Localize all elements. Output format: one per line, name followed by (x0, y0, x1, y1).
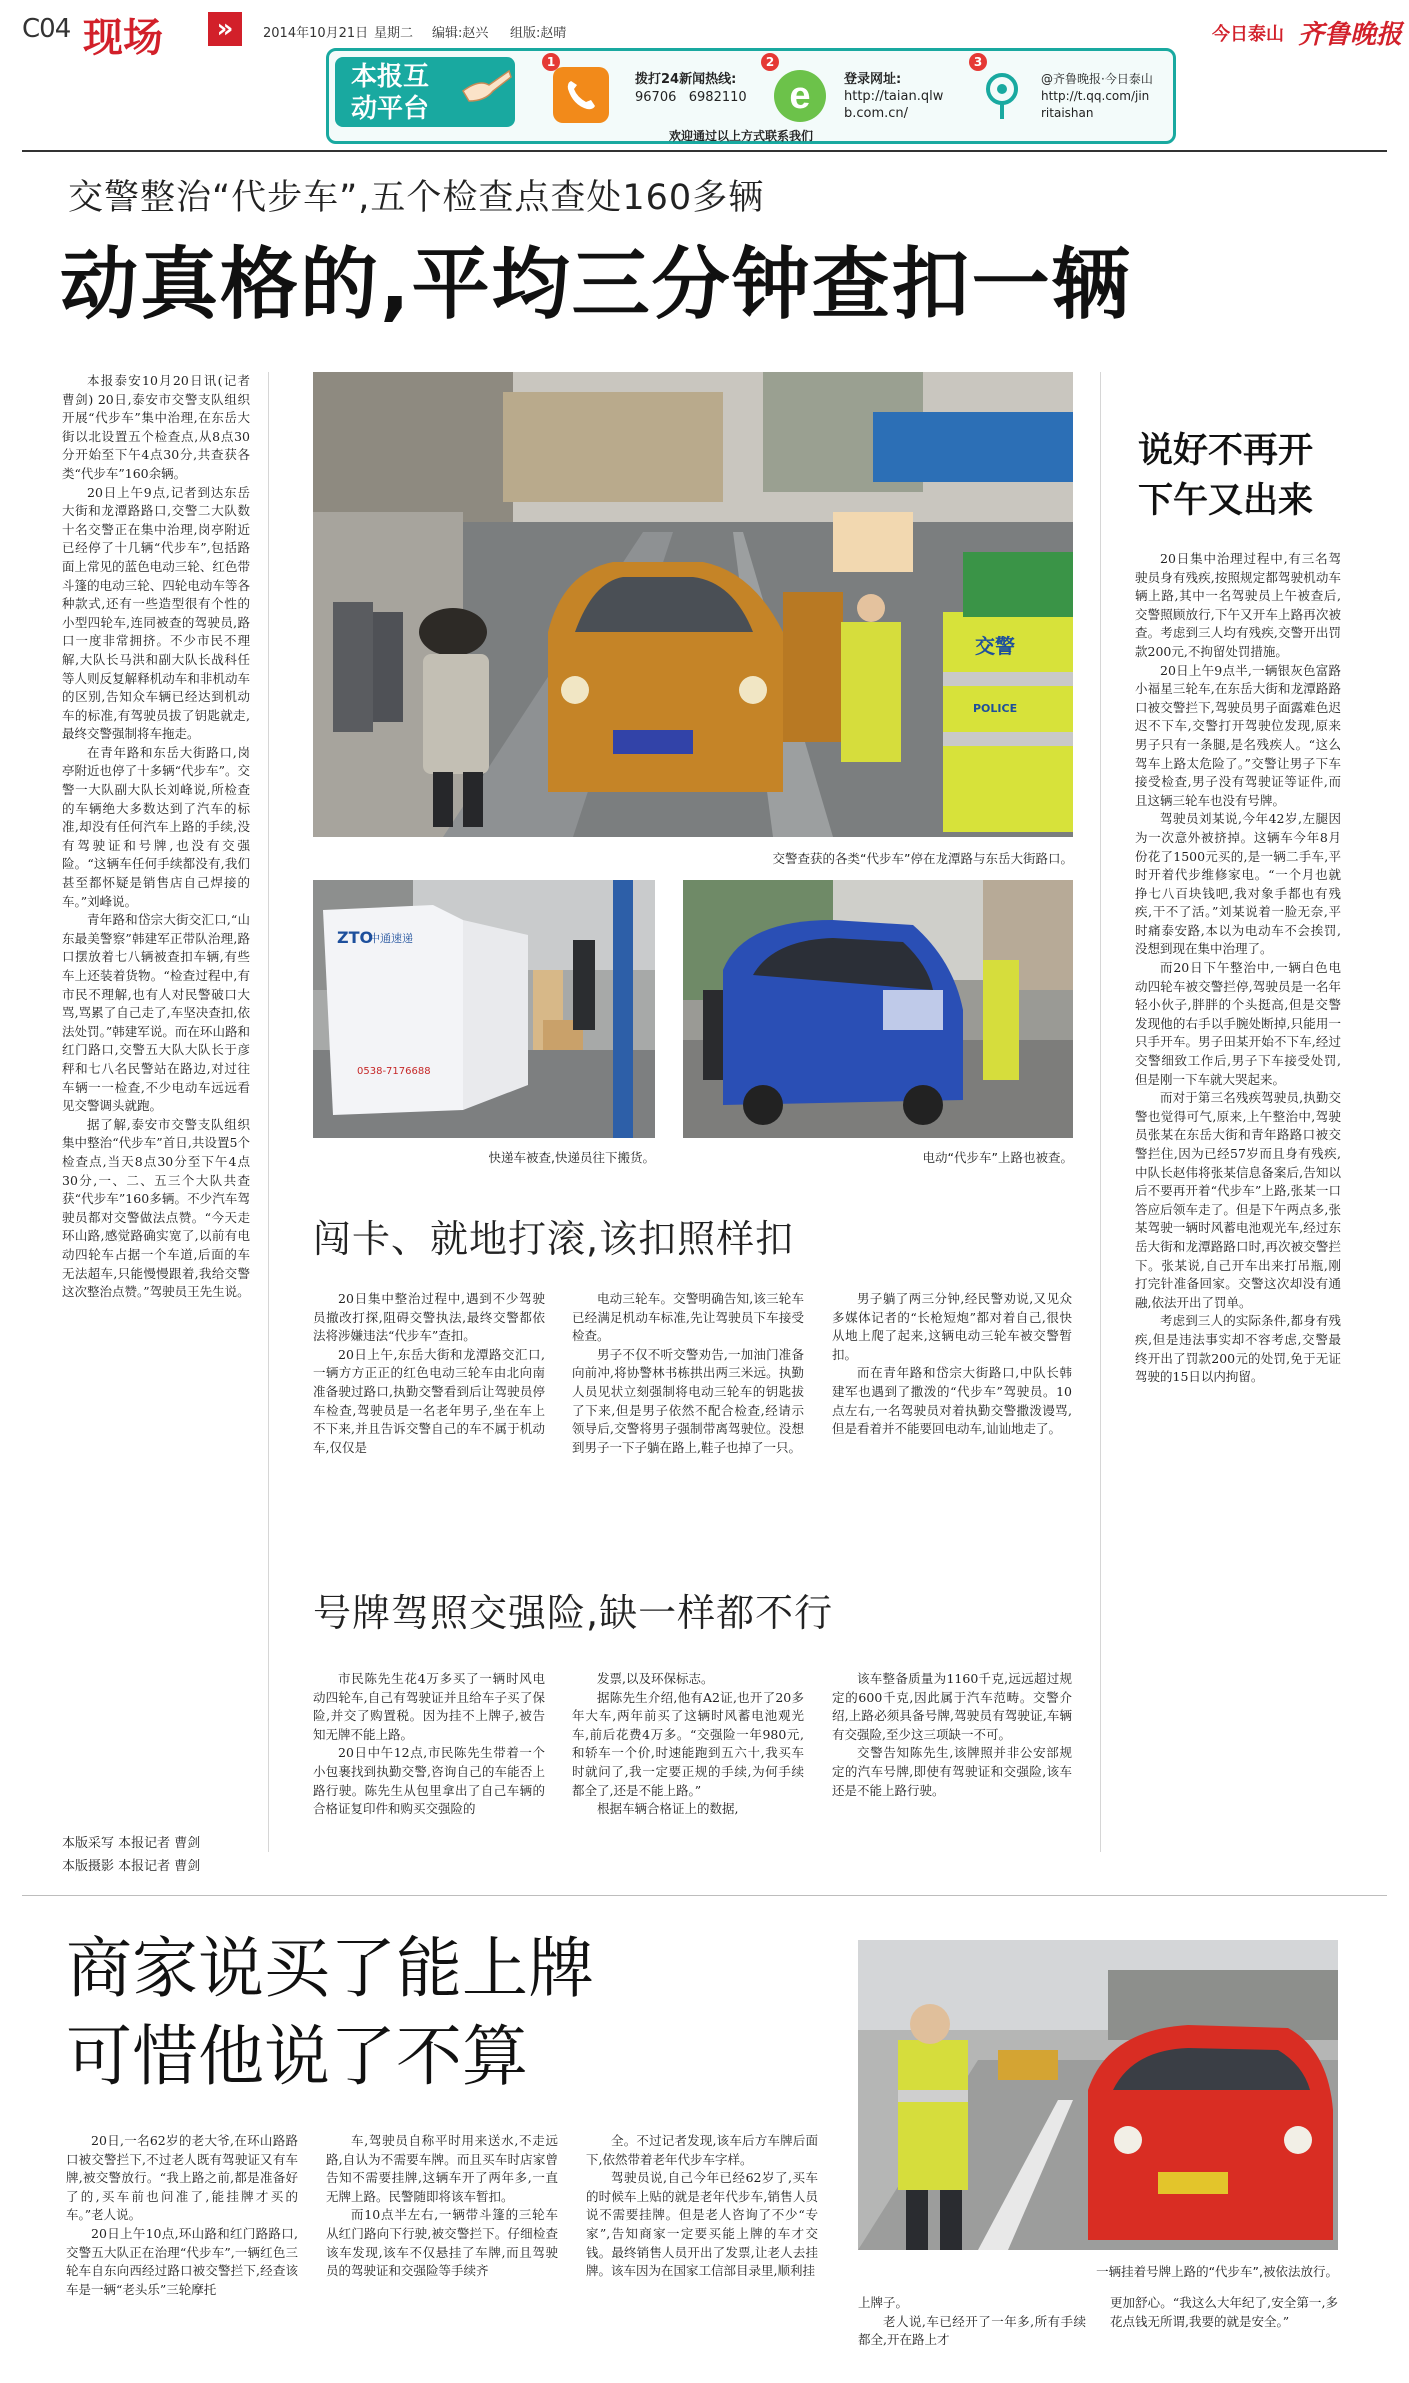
section4-title-line1: 商家说买了能上牌 (66, 1930, 594, 2007)
section4-para: 老人说,车已经开了一年多,所有手续都全,开在路上才 (858, 2313, 1086, 2348)
section2-para: 电动三轮车。交警明确告知,该三轮车已经满足机动车标准,先让驾驶员下车接受检查。 (572, 1291, 804, 1344)
section4-para: 20日,一名62岁的老大爷,在环山路路口被交警拦下,不过老人既有驾驶证又有车牌,被交警放行。“我上路之前,都是准备好了的,买车前也问准了,能挂牌才买的车。”老人说。 (66, 2133, 298, 2223)
section3-para: 20日中午12点,市民陈先生带着一个小包裹找到执勤交警,咨询自己的车能否上路行驶。陈先生从包里拿出了自己车辆的合格证复印件和购买交强险的 (313, 1745, 545, 1817)
phone-number-1: 96706 (635, 90, 677, 105)
zto-logo: ZTO (337, 928, 374, 947)
interaction-title-line1: 本报互 (351, 62, 430, 92)
header-divider (22, 150, 1387, 152)
weibo-url-1: http://t.qq.com/jin (1041, 89, 1150, 103)
section2-para: 20日集中整治过程中,遇到不少驾驶员撤改打探,阻碍交警执法,最终交警都依法将涉嫌违法“代步车”查扣。 (313, 1291, 545, 1344)
layout-editor: 组版:赵晴 (510, 26, 567, 41)
photo-courier (313, 880, 655, 1138)
section2-col2 (572, 1290, 804, 1590)
phone-icon (553, 67, 609, 123)
editor: 编辑:赵兴 (432, 26, 489, 41)
article-headline: 动真格的,平均三分钟查扣一辆 (60, 240, 1132, 330)
phone-label: 拨打24新闻热线: (635, 72, 737, 87)
article-para: 据了解,泰安市交警支队组织集中整治“代步车”首日,共设置5个检查点,当天8点30分至下午4点30分,一、二、五三个大队共查获“代步车”160多辆。不少汽车驾驶员都对交警做法点赞。“今天走环山路,感觉路确实宽了,以前有电动四轮车占据一个车道,后面的车无法超车,只能慢慢跟着,我给交警这次整治点赞。”驾驶员王先生说。 (62, 1116, 250, 1300)
sidebar-para: 而20日下午整治中,一辆白色电动四轮车被交警拦停,驾驶员是一名年轻小伙子,胖胖的个头挺高,但是交警发现他的右手以手腕处断掉,只能用一只手开车。男子田某开始不下车,经过交警细致工作后,男子下车接受处罚,但是刚一下车就大哭起来。 (1135, 960, 1341, 1087)
section3-para: 根据车辆合格证上的数据, (597, 1801, 739, 1817)
caption-courier: 快递车被查,快递员往下搬货。 (488, 1150, 655, 1165)
zto-name: 中通速递 (369, 932, 413, 945)
section3-col2 (572, 1670, 804, 1870)
phone-info (635, 71, 747, 107)
caption-main: 交警查获的各类“代步车”停在龙潭路与东岳大街路口。 (772, 851, 1073, 866)
badge-1: 1 (542, 53, 560, 71)
sidebar-title (1138, 426, 1313, 526)
sidebar-para: 考虑到三人的实际条件,都身有残疾,但是违法事实却不容考虑,交警最终开出了罚款200元的处罚,免于无证驾驶的15日以内拘留。 (1135, 1313, 1341, 1385)
section2-para: 男子不仅不听交警劝告,一加油门准备向前冲,将协警林书栋拱出两三米远。执勤人员见状立刻强制将电动三轮车的钥匙拔了下来,但是男子依然不配合检查,经请示领导后,交警将男子强制带离驾驶位。没想到男子一下子躺在路上,鞋子也掉了一只。 (572, 1346, 804, 1455)
section4-para: 全。不过记者发现,该车后方车牌后面下,依然带着老年代步车字样。 (586, 2133, 818, 2167)
article-para: 在青年路和东岳大街路口,岗亭附近也停了十多辆“代步车”。交警一大队副大队长刘峰说,所检查的车辆绝大多数达到了汽车的标准,却没有任何汽车上路的手续,没有驾驶证和号牌,也没有交强险。“这辆车任何手续都没有,我们甚至都怀疑是销售店自己焊接的车。”刘峰说。 (62, 744, 250, 909)
svg-text:e: e (789, 75, 811, 117)
section2-para: 男子躺了两三分钟,经民警劝说,又见众多媒体记者的“长枪短炮”都对着自己,很快从地上爬了起来,这辆电动三轮车被交警暂扣。 (832, 1291, 1072, 1362)
section2-title: 闯卡、就地打滚,该扣照样扣 (313, 1217, 795, 1261)
section4-title (66, 1925, 594, 2101)
badge-2: 2 (761, 53, 779, 71)
section4-para: 而10点半左右,一辆带斗篷的三轮车从红门路向下行驶,被交警拦下。仔细检查该车发现,该车不仅悬挂了车牌,而且驾驶员的驾驶证和交强险等手续齐 (326, 2207, 558, 2279)
article-para: 本报泰安10月20日讯(记者 曹剑) 20日,泰安市交警支队组织开展“代步车”集中治理,在东岳大街以北设置五个检查点,从8点30分开始至下午4点30分,共查获各类“代步车”160余辆。 (62, 373, 250, 481)
section3-para: 据陈先生介绍,他有A2证,也开了20多年大车,两年前买了这辆时风蓄电池观光车,前后花费4万多。“交强险一年980元,和轿车一个价,时速能跑到五六十,我买车时就问了,我一定要正规的手续,为何手续都全了,还是不能上路。” (572, 1689, 804, 1798)
sidebar-para: 20日上午9点半,一辆银灰色富路小福星三轮车,在东岳大街和龙潭路路口被交警拦下,驾驶员男子面露难色迟迟不下车,交警打开驾驶位发现,原来男子只有一条腿,是名残疾人。“这么驾车上路太危险了。”交警让男子下车接受检查,男子没有驾驶证等证件,而且这辆三轮车也没有号牌。 (1135, 662, 1341, 808)
web-label: 登录网址: (844, 72, 902, 87)
sidebar-para: 驾驶员刘某说,今年42岁,左腿因为一次意外被挤掉。这辆车今年8月份花了1500元买的,是一辆二手车,平时开着代步维修家电。“一个月也就挣七八百块钱吧,我对象手都也有残疾,干不了活。”刘某说着一脸无奈,平时痛泰安路,本以为电动车不会挨罚,没想到现在集中治理了。 (1135, 811, 1341, 957)
section2-para: 20日上午,东岳大街和龙潭路交汇口,一辆方方正正的红色电动三轮车由北向南准备驶过路口,执勤交警看到后让驾驶员停车检查,驾驶员是一名老年男子,坐在车上不下来,并且告诉交警自己的车不属于机动车,仅仅是 (313, 1346, 545, 1455)
section2-col3 (832, 1290, 1072, 1590)
section-label: 现场 (83, 15, 163, 61)
section2-para: 而在青年路和岱宗大街路口,中队长韩建军也遇到了撒泼的“代步车”驾驶员。10点左右,一名驾驶员对着执勤交警撒泼谩骂,但是看着并不能要回电动车,讪讪地走了。 (832, 1365, 1072, 1437)
sidebar-divider (1100, 372, 1101, 1852)
weibo-icon (977, 67, 1027, 123)
article-kicker: 交警整治“代步车”,五个检查点查处160多辆 (68, 178, 765, 218)
article-body-col1 (62, 372, 250, 1772)
brand-paper-logo: 齐鲁晚报 (1298, 20, 1403, 50)
section4-para: 更加舒心。“我这么大年纪了,安全第一,多花点钱无所谓,我要的就是安全。” (1110, 2295, 1338, 2329)
section4-col1 (66, 2132, 298, 2372)
police-vest-label: 交警 (975, 634, 1015, 658)
weibo-info (1041, 71, 1153, 122)
weibo-url-2: ritaishan (1041, 106, 1094, 120)
issue-weekday: 星期二 (374, 26, 414, 41)
article-para: 青年路和岱宗大街交汇口,“山东最美警察”韩建军正带队治理,路口摆放着七八辆被查扣车辆,有些车上还装着货物。“检查过程中,有市民不理解,也有人对民警破口大骂,骂累了自己走了,车坚决查扣,依法处罚。”韩建军说。而在环山路和红门路口,交警五大队大队长于彦秤和七八名民警站在路边,对过往车辆一一检查,不少电动车远远看见交警调头就跑。 (62, 912, 250, 1114)
section4-para: 上牌子。 (858, 2295, 909, 2310)
sidebar-para: 而对于第三名残疾驾驶员,执勤交警也觉得可气,原来,上午整治中,驾驶员张某在东岳大街和青年路路口被交警拦住,因为已经57岁而且身有残疾,中队长赵伟将张某信息备案后,告知以后不要再开着“代步车”上路,张某一口答应后领车走了。但是下午两点多,张某驾驶一辆时风蓄电池观光车,经过东岳大街和龙潭路路口时,再次被交警拦下。张某说,自己开车出来打吊瓶,刚打完针准备回家。交警这次却没有通融,依法开出了罚单。 (1135, 1090, 1341, 1310)
section3-col1 (313, 1670, 545, 1870)
credit-photo: 本版摄影 本报记者 曹剑 (62, 1859, 201, 1874)
section4-col4 (858, 2294, 1086, 2374)
section3-para: 交警告知陈先生,该牌照并非公安部规定的汽车号牌,即使有驾驶证和交强险,该车还是不能上路行驶。 (832, 1745, 1072, 1798)
weibo-label: @齐鲁晚报·今日泰山 (1041, 72, 1153, 86)
credit-writer: 本版采写 本报记者 曹剑 (62, 1836, 201, 1851)
interaction-title-line2: 动平台 (351, 94, 430, 124)
section3-col3 (832, 1670, 1072, 1870)
section3-title: 号牌驾照交强险,缺一样都不行 (313, 1591, 834, 1635)
section3-para: 市民陈先生花4万多买了一辆时风电动四轮车,自己有驾驶证并且给车子买了保险,并交了购置税。因为挂不上牌子,被告知无牌不能上路。 (313, 1671, 545, 1742)
sidebar-title-line2: 下午又出来 (1138, 481, 1314, 521)
badge-3: 3 (969, 53, 987, 71)
zto-phone: 0538-7176688 (357, 1066, 431, 1077)
section4-para: 驾驶员说,自己今年已经62岁了,买车的时候车上贴的就是老年代步车,销售人员说不需要挂牌。但是老人咨询了不少“专家”,告知商家一定要买能上牌的车才交钱。最终销售人员开出了发票,让老人去挂牌。该车因为在国家工信部目录里,顺利挂 (586, 2170, 818, 2279)
police-vest-text (975, 630, 1015, 659)
photo-red-car (858, 1940, 1338, 2250)
issue-date: 2014年10月21日 (263, 26, 369, 41)
brand-local: 今日泰山 (1212, 24, 1284, 45)
police-vest-text-en: POLICE (973, 702, 1018, 715)
sidebar-body (1135, 550, 1341, 1840)
section3-para: 该车整备质量为1160千克,远远超过规定的600千克,因此属于汽车范畴。交警介绍,上路必须具备号牌,驾驶员有驾驶证,车辆有交强险,至少这三项缺一不可。 (832, 1671, 1072, 1742)
interaction-bar (326, 48, 1176, 144)
article-para: 20日上午9点,记者到达东岳大街和龙潭路路口,交警二大队数十名交警正在集中治理,岗亭附近已经停了十几辆“代步车”,包括路面上常见的蓝色电动三轮、红色带斗篷的电动三轮、四轮电动车等各种款式,还有一些造型很有个性的小型四轮车,连同被查的驾驶员,路口一度非常拥挤。不少市民不理解,大队长马洪和副大队长战科任等人则反复解释机动车和非机动车的区别,告知众车辆已经达到机动车的标准,有驾驶员拔了钥匙就走,最终交警强制将车拖走。 (62, 484, 250, 742)
browser-icon (769, 65, 831, 127)
section-arrow-icon: » (208, 12, 242, 46)
section4-col3 (586, 2132, 818, 2372)
section2-col1 (313, 1290, 545, 1590)
section4-para: 20日上午10点,环山路和红门路路口,交警五大队正在治理“代步车”,一辆红色三轮车自东向西经过路口被交警拦下,经查该车是一辆“老头乐”三轮摩托 (66, 2225, 298, 2297)
caption-red-car: 一辆挂着号牌上路的“代步车”,被依法放行。 (1096, 2264, 1338, 2279)
sidebar-para: 20日集中治理过程中,有三名驾驶员身有残疾,按照规定都驾驶机动车辆上路,其中一名驾驶员上午被查后,交警照顾放行,下午又开车上路再次被查。考虑到三人均有残疾,交警开出罚款200元,不拘留处罚措施。 (1135, 551, 1341, 659)
section3-para: 发票,以及环保标志。 (597, 1671, 714, 1686)
hand-icon (459, 61, 513, 107)
web-info (844, 71, 943, 122)
web-url-1: http://taian.qlw (844, 89, 944, 104)
column-divider (268, 372, 269, 1852)
web-url-2: b.com.cn/ (844, 106, 909, 121)
sidebar-title-line1: 说好不再开 (1138, 431, 1314, 471)
section4-col2 (326, 2132, 558, 2372)
section-divider (22, 1895, 1387, 1896)
page-number: C04 (22, 14, 71, 44)
section4-para: 车,驾驶员自称平时用来送水,不走远路,自认为不需要车牌。而且买车时店家曾告知不需要挂牌,这辆车开了两年多,一直无牌上路。民警随即将该车暂扣。 (326, 2133, 558, 2204)
photo-blue-car (683, 880, 1073, 1138)
phone-number-2: 6982110 (688, 90, 747, 105)
interaction-footer: 欢迎通过以上方式联系我们 (669, 129, 814, 143)
section4-col5 (1110, 2294, 1338, 2374)
main-photo (313, 372, 1073, 837)
caption-blue-car: 电动“代步车”上路也被查。 (922, 1150, 1073, 1165)
section4-title-line2: 可惜他说了不算 (66, 2018, 528, 2095)
